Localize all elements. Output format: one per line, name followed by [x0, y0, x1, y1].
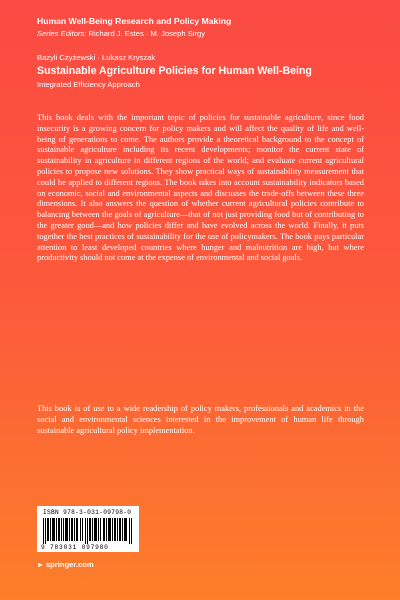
barcode-digits: 9 783031 097980 — [41, 544, 109, 551]
blurb-paragraph-1: This book deals with the important topic of policies for sustainable agriculture, since food insecurity is a growing concern for policy makers and will affect the quality of life and well-being of generations to come. The authors provide a theoretical background to the concept of sustainable agriculture including its recent developments; monitor the current state of sustainability in agriculture in different regions of the world; and evaluate current agricultural policies to propose new solutions. They show practical ways of sustainability measurement that could be applied to different regions. The book takes into account sustainability indicators based on economic, social and environmental aspects and discusses the trade-offs between these three dimensions. It also answers the question of whether current agricultural policies contribute to balancing between the goals of agriculture—that of not just providing food but of contributing to the greater good—and how policies differ and have evolved across the world. Finally, it puts together the best practices of sustainability for the use of policymakers. The book pays particular attention to least developed countries where hunger and malnutrition are high, but where productivity should not come at the expense of environmental and social goals. — [37, 113, 364, 263]
barcode-icon — [43, 518, 133, 544]
series-editors — [37, 29, 205, 38]
book-subtitle: Integrated Efficiency Approach — [37, 80, 140, 89]
isbn-text: ISBN 978-3-031-09798-0 — [43, 509, 132, 516]
isbn-barcode-box — [37, 506, 139, 552]
book-title: Sustainable Agriculture Policies for Human Well-Being — [37, 65, 312, 77]
series-editors-label: Series Editors: — [37, 29, 87, 38]
series-editors-names: Richard J. Estes · M. Joseph Sirgy — [88, 29, 205, 38]
book-authors: Bazyli Czyżewski · Łukasz Kryszak — [37, 53, 156, 62]
publisher-link[interactable] — [37, 560, 94, 569]
blurb-paragraph-2: This book is of use to a wide readership of policy makers, professionals and academics in the social and environmental sciences interested in the improvement of human life through sustainable agricultural policy implementation. — [37, 404, 364, 435]
publisher-url: springer.com — [45, 560, 94, 569]
arrow-right-icon: ► — [37, 562, 44, 569]
series-title: Human Well-Being Research and Policy Making — [37, 16, 232, 26]
